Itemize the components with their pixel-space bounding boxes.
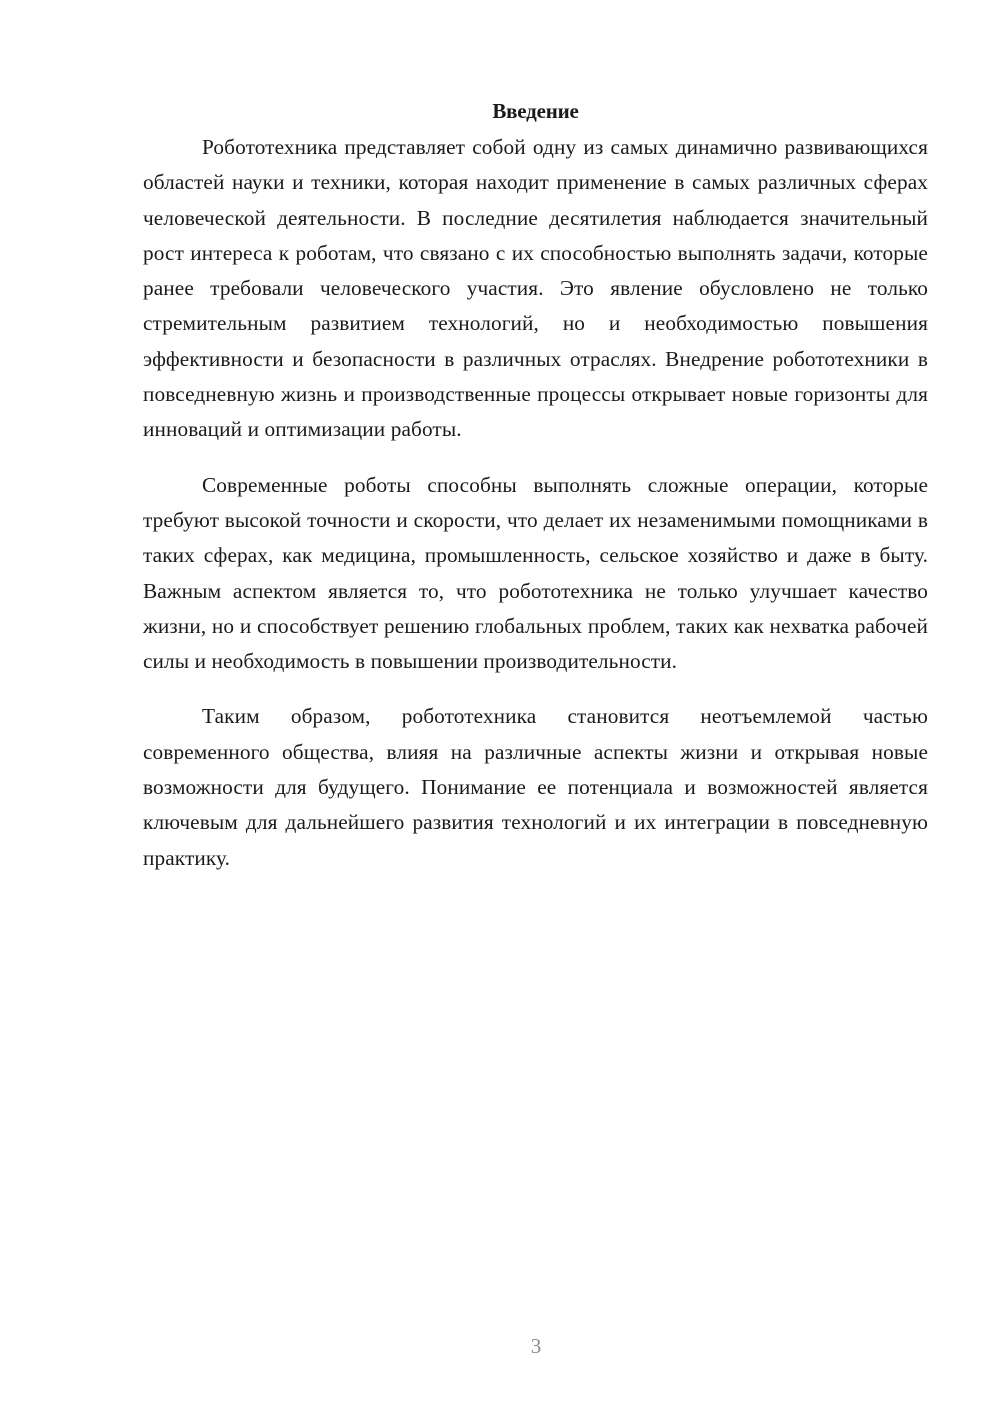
page-content (143, 96, 928, 896)
paragraph-1: Робототехника представляет собой одну из самых динамично развивающихся областей науки и техники, которая находит применение в самых различных сферах человеческой деятельности. В последние десятилетия наблюдается значительный рост интереса к роботам, что связано с их способностью выполнять задачи, которые ранее требовали человеческого участия. Это явление обусловлено не только стремительным развитием технологий, но и необходимостью повышения эффективности и безопасности в различных отраслях. Внедрение робототехники в повседневную жизнь и производственные процессы открывает новые горизонты для инноваций и оптимизации работы. (143, 135, 928, 442)
page-number: 3 (530, 1334, 542, 1358)
paragraph-3: Таким образом, робототехника становится неотъемлемой частью современного общества, влияя на различные аспекты жизни и открывая новые возможности для будущего. Понимание ее потенциала и возможностей является ключевым для дальнейшего развития технологий и их интеграции в повседневную практику. (143, 704, 928, 870)
paragraph-2: Современные роботы способны выполнять сложные операции, которые требуют высокой точности и скорости, что делает их незаменимыми помощниками в таких сферах, как медицина, промышленность, сельское хозяйство и даже в быту. Важным аспектом является то, что робототехника не только улучшает качество жизни, но и способствует решению глобальных проблем, таких как нехватка рабочей силы и необходимость в повышении производительности. (143, 472, 928, 674)
section-heading: Введение (492, 99, 579, 123)
